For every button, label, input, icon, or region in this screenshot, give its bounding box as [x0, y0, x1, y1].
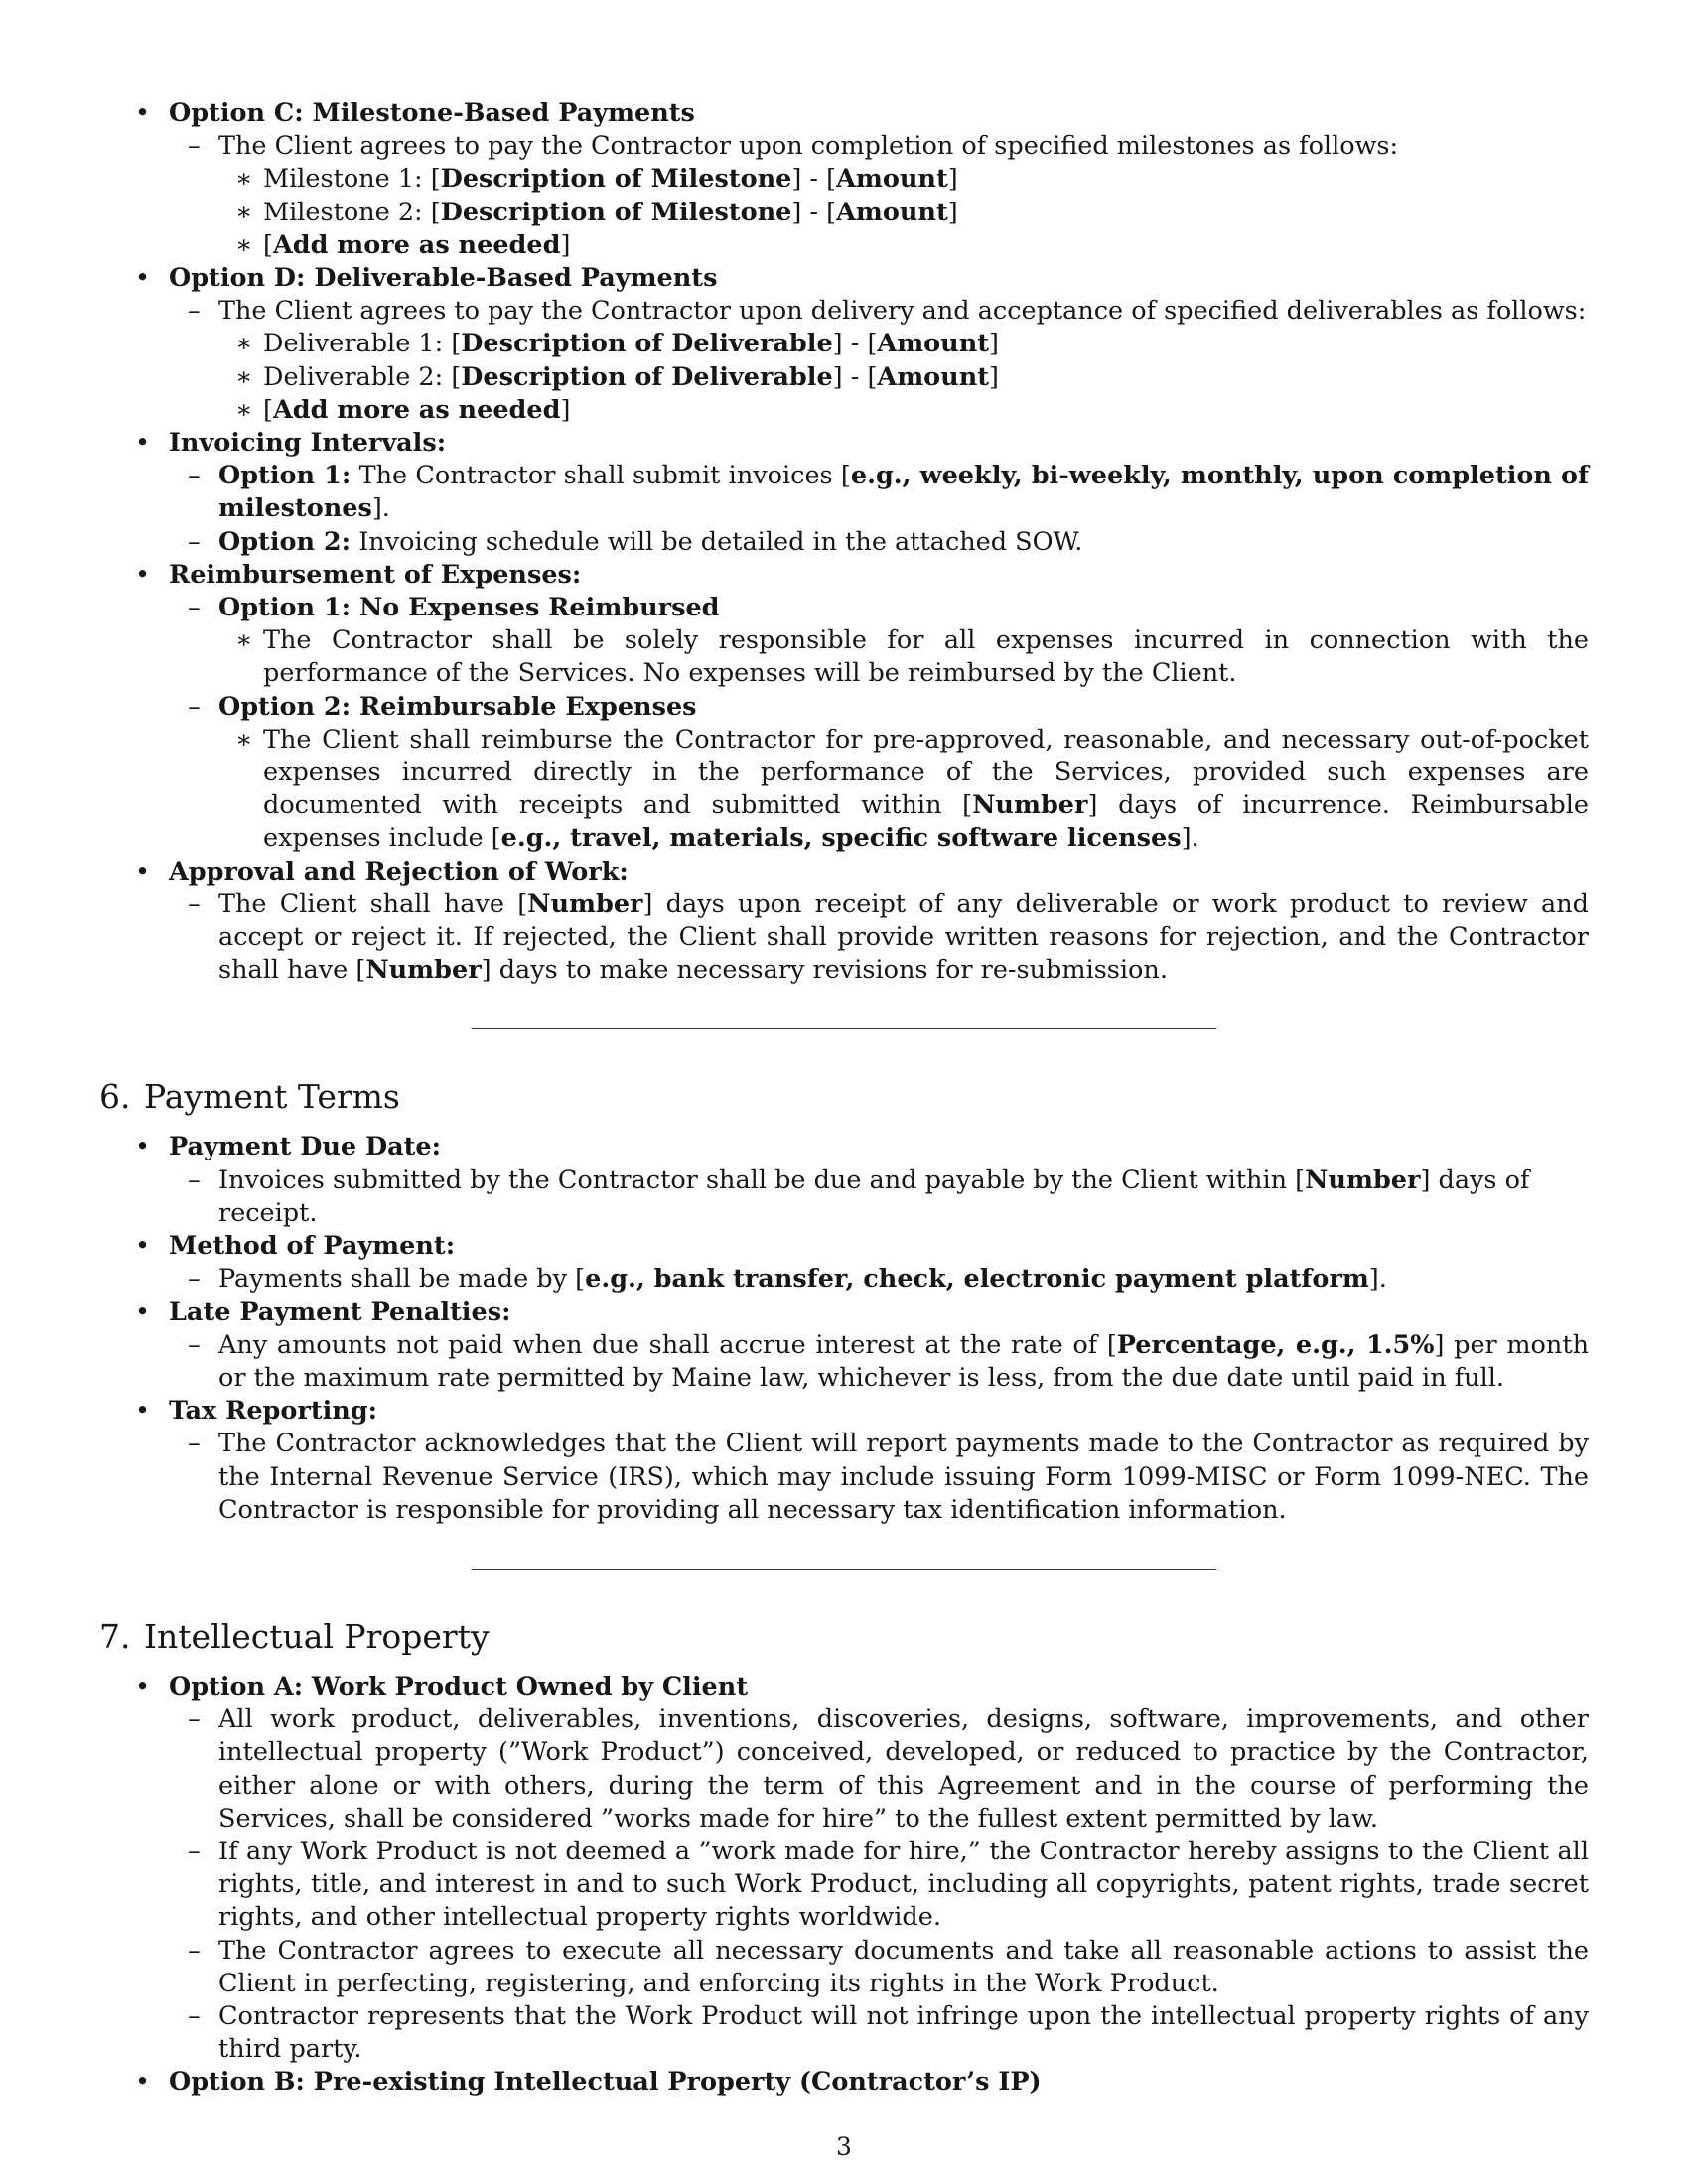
option-d-title: Option D: Deliverable-Based Payments — [169, 263, 718, 294]
invoicing-option-1-placeholder: e.g., weekly, bi-weekly, monthly, upon completion of milestones — [218, 461, 1589, 524]
option-a-paragraph-3: The Contractor agrees to execute all necessary documents and take all reasonable actions to assist the Client in perfecting, registering, and enforcing its rights in the Work Product. — [218, 1935, 1589, 1998]
bullet-marker: • — [135, 1396, 151, 1427]
section-divider — [472, 1569, 1216, 1570]
list-item — [159, 1428, 1589, 1527]
section-title: Payment Terms — [144, 1077, 400, 1117]
approval-title: Approval and Rejection of Work: — [169, 856, 629, 887]
list-item: – Option 1: The Contractor shall submit invoices [e.g., weekly, bi-weekly, monthly, upon completion of milestones]. — [188, 461, 1589, 524]
list-item — [99, 2066, 1589, 2099]
dash-marker: – — [188, 1935, 201, 1966]
approval-text-cont: ] days upon receipt of any deliverable or work product to review and accept or reject it. If rejected, the Client shall provide written reasons for rejection, and the Contractor shall have [ — [218, 888, 1589, 986]
star-marker: ∗ — [235, 329, 253, 359]
section-6-list — [99, 1131, 1589, 1526]
dash-marker: – — [188, 2000, 201, 2031]
option-a-paragraph-1: All work product, deliverables, inventions, discoveries, designs, software, improvements, and other intellectual property (”Work Product”) conceived, developed, or reduced to practice by the Contractor, either alone or with others, during the term of this Agreement and in the course of performing the Services, shall be considered ”works made for hire” to the fullest extent permitted by law. — [218, 1705, 1589, 1834]
bullet-marker: • — [135, 428, 151, 459]
dash-marker: – — [188, 888, 201, 919]
dash-marker: – — [188, 296, 201, 327]
option-a-paragraph-4: Contractor represents that the Work Product will not infringe upon the intellectual property rights of any third party. — [218, 2000, 1589, 2065]
star-marker: ∗ — [235, 229, 253, 260]
option-d-text: The Client agrees to pay the Contractor upon delivery and acceptance of specified deliverables as follows: — [218, 296, 1587, 327]
list-item — [99, 97, 1589, 262]
list-item: ∗ [Add more as needed] — [211, 229, 1589, 262]
milestone-2-label: Milestone 2: — [263, 197, 431, 227]
bullet-marker: • — [135, 2067, 151, 2098]
list-item: ∗ Milestone 2: [Description of Milestone] - [Amount] — [211, 197, 1589, 229]
list-item — [99, 1230, 1589, 1296]
number-placeholder: Number — [365, 955, 482, 986]
dash-marker: – — [188, 461, 201, 491]
reimbursement-option-2-text: The Client shall reimburse the Contractor for pre-approved, reasonable, and necessary out-of-pocket expenses incurred directly in the performance of the Services, provided such expenses are documented with receipts and submitted within [ — [263, 724, 1589, 821]
dash-marker: – — [188, 526, 201, 557]
due-date-text-end: ] days of receipt. — [218, 1164, 1530, 1228]
list-item — [159, 130, 1589, 262]
approval-text-end: ] days to make necessary revisions for re-submission. — [481, 955, 1168, 986]
star-marker: ∗ — [235, 625, 253, 656]
dash-marker: – — [188, 1264, 201, 1295]
milestone-description: Description of Milestone — [440, 197, 792, 227]
reimbursable-examples: e.g., travel, materials, specific software licenses — [500, 823, 1182, 854]
dash-marker: – — [188, 1429, 201, 1459]
star-marker: ∗ — [235, 164, 253, 195]
list-item — [99, 262, 1589, 427]
deliverable-description: Description of Deliverable — [461, 329, 833, 359]
dash-marker: – — [188, 1705, 201, 1735]
deliverable-1-label: Deliverable 1: — [263, 329, 452, 359]
late-payment-text-end: ] per month or the maximum rate permitted by Maine law, whichever is less, from the due date until paid in full. — [218, 1329, 1589, 1393]
list-item — [159, 1704, 1589, 1836]
dash-marker: – — [188, 593, 201, 623]
list-item — [159, 1836, 1589, 1935]
section-number: 7. — [99, 1616, 131, 1656]
list-item — [159, 2000, 1589, 2066]
bullet-marker: • — [135, 1297, 151, 1327]
page-content — [99, 97, 1589, 2100]
late-payment-text: Any amounts not paid when due shall accrue interest at the rate of [ — [218, 1329, 1117, 1360]
bullet-marker: • — [135, 98, 151, 128]
tax-title: Tax Reporting: — [169, 1396, 378, 1427]
star-marker: ∗ — [235, 724, 253, 754]
list-item: ∗ Deliverable 2: [Description of Deliverable] - [Amount] — [211, 361, 1589, 394]
number-placeholder: Number — [1305, 1164, 1421, 1195]
section-7-list — [99, 1671, 1589, 2100]
list-item: ∗ Milestone 1: [Description of Milestone] - [Amount] — [211, 163, 1589, 196]
list-item — [159, 691, 1589, 856]
add-more-placeholder: Add more as needed — [272, 229, 561, 260]
list-item — [99, 1395, 1589, 1527]
dash-marker: – — [188, 131, 201, 162]
invoicing-option-2-text: Invoicing schedule will be detailed in the attached SOW. — [351, 526, 1083, 557]
dash-marker: – — [188, 1836, 201, 1866]
list-item — [99, 856, 1589, 988]
option-b-title: Option B: Pre-existing Intellectual Property (Contractor’s IP) — [169, 2067, 1042, 2098]
due-date-title: Payment Due Date: — [169, 1132, 442, 1162]
milestone-1-label: Milestone 1: — [263, 164, 431, 195]
star-marker: ∗ — [235, 197, 253, 227]
deliverable-2-label: Deliverable 2: — [263, 361, 452, 392]
due-date-text: Invoices submitted by the Contractor shall be due and payable by the Client within [ — [218, 1164, 1306, 1195]
reimbursement-option-2-text-cont: ] days of incurrence. Reimbursable expenses include [ — [263, 790, 1589, 854]
dash-marker: – — [188, 691, 201, 722]
bullet-marker: • — [135, 1671, 151, 1702]
bullet-marker: • — [135, 559, 151, 590]
tax-text: The Contractor acknowledges that the Client will report payments made to the Contractor as required by the Internal Revenue Service (IRS), which may include issuing Form 1099-MISC or Form 1099-NEC. The Contractor is responsible for providing all necessary tax identification information. — [218, 1429, 1589, 1525]
section-title: Intellectual Property — [144, 1616, 490, 1656]
page-number: 3 — [836, 2132, 852, 2161]
dash-marker: – — [188, 1164, 201, 1195]
approval-text: The Client shall have [ — [218, 888, 528, 919]
section-divider — [472, 1028, 1216, 1029]
reimbursement-title: Reimbursement of Expenses: — [169, 559, 582, 590]
list-item — [159, 1329, 1589, 1395]
amount-placeholder: Amount — [836, 197, 948, 227]
star-marker: ∗ — [235, 394, 253, 425]
dash-marker: – — [188, 1329, 201, 1360]
list-item — [159, 1164, 1589, 1230]
list-item — [159, 592, 1589, 691]
late-payment-title: Late Payment Penalties: — [169, 1297, 511, 1327]
section-5-list — [99, 97, 1589, 987]
number-placeholder: Number — [972, 790, 1088, 821]
section-7-heading — [99, 1617, 1589, 1657]
add-more-placeholder: Add more as needed — [272, 394, 561, 425]
amount-placeholder: Amount — [836, 164, 948, 195]
percentage-placeholder: Percentage, e.g., 1.5% — [1116, 1329, 1435, 1360]
list-item: ∗ The Client shall reimburse the Contractor for pre-approved, reasonable, and necessary out-of-pocket expenses incurred directly in the performance of the Services, provided such expenses are documented with receipts and submitted within [Number] days of incurrence. Reimbursable expenses include [e.g., travel, materials, specific software licenses]. — [235, 724, 1589, 854]
amount-placeholder: Amount — [877, 361, 990, 392]
list-item — [99, 427, 1589, 559]
list-item — [159, 1935, 1589, 2000]
list-item — [99, 1671, 1589, 2066]
deliverable-description: Description of Deliverable — [461, 361, 833, 392]
method-placeholder: e.g., bank transfer, check, electronic payment platform — [585, 1264, 1369, 1295]
bullet-marker: • — [135, 1231, 151, 1262]
star-marker: ∗ — [235, 361, 253, 392]
list-item: ∗ [Add more as needed] — [211, 394, 1589, 427]
bullet-marker: • — [135, 263, 151, 294]
list-item — [211, 624, 1589, 690]
list-item — [159, 888, 1589, 988]
milestone-description: Description of Milestone — [440, 164, 792, 195]
list-item — [99, 1131, 1589, 1230]
invoicing-option-1-text: The Contractor shall submit invoices [ — [351, 461, 851, 491]
section-number: 6. — [99, 1077, 131, 1117]
reimbursement-option-1-title: Option 1: No Expenses Reimbursed — [218, 593, 720, 623]
amount-placeholder: Amount — [877, 329, 990, 359]
reimbursement-option-1-text: The Contractor shall be solely responsible for all expenses incurred in connection with the performance of the Services. No expenses will be reimbursed by the Client. — [263, 625, 1589, 689]
invoicing-title: Invoicing Intervals: — [169, 428, 447, 459]
list-item — [99, 1297, 1589, 1396]
method-title: Method of Payment: — [169, 1231, 456, 1262]
list-item — [159, 295, 1589, 427]
option-a-title: Option A: Work Product Owned by Client — [169, 1671, 749, 1702]
list-item — [99, 559, 1589, 856]
bullet-marker: • — [135, 1132, 151, 1162]
list-item: – Payments shall be made by [e.g., bank transfer, check, electronic payment platform]. — [159, 1263, 1589, 1296]
option-c-text: The Client agrees to pay the Contractor upon completion of specified milestones as follows: — [218, 131, 1399, 162]
method-text: Payments shall be made by [ — [218, 1264, 586, 1295]
number-placeholder: Number — [527, 888, 643, 919]
option-c-title: Option C: Milestone-Based Payments — [169, 98, 695, 128]
option-a-paragraph-2: If any Work Product is not deemed a ”work made for hire,” the Contractor hereby assigns to the Client all rights, title, and interest in and to such Work Product, including all copyrights, patent rights, trade secret rights, and other intellectual property rights worldwide. — [218, 1836, 1589, 1933]
list-item: ∗ Deliverable 1: [Description of Deliverable] - [Amount] — [211, 328, 1589, 360]
invoicing-option-1-label: Option 1: — [218, 461, 352, 491]
bullet-marker: • — [135, 856, 151, 887]
invoicing-option-2-label: Option 2: — [218, 526, 352, 557]
reimbursement-option-2-title: Option 2: Reimbursable Expenses — [218, 691, 697, 722]
list-item — [159, 526, 1589, 559]
section-6-heading — [99, 1077, 1589, 1117]
